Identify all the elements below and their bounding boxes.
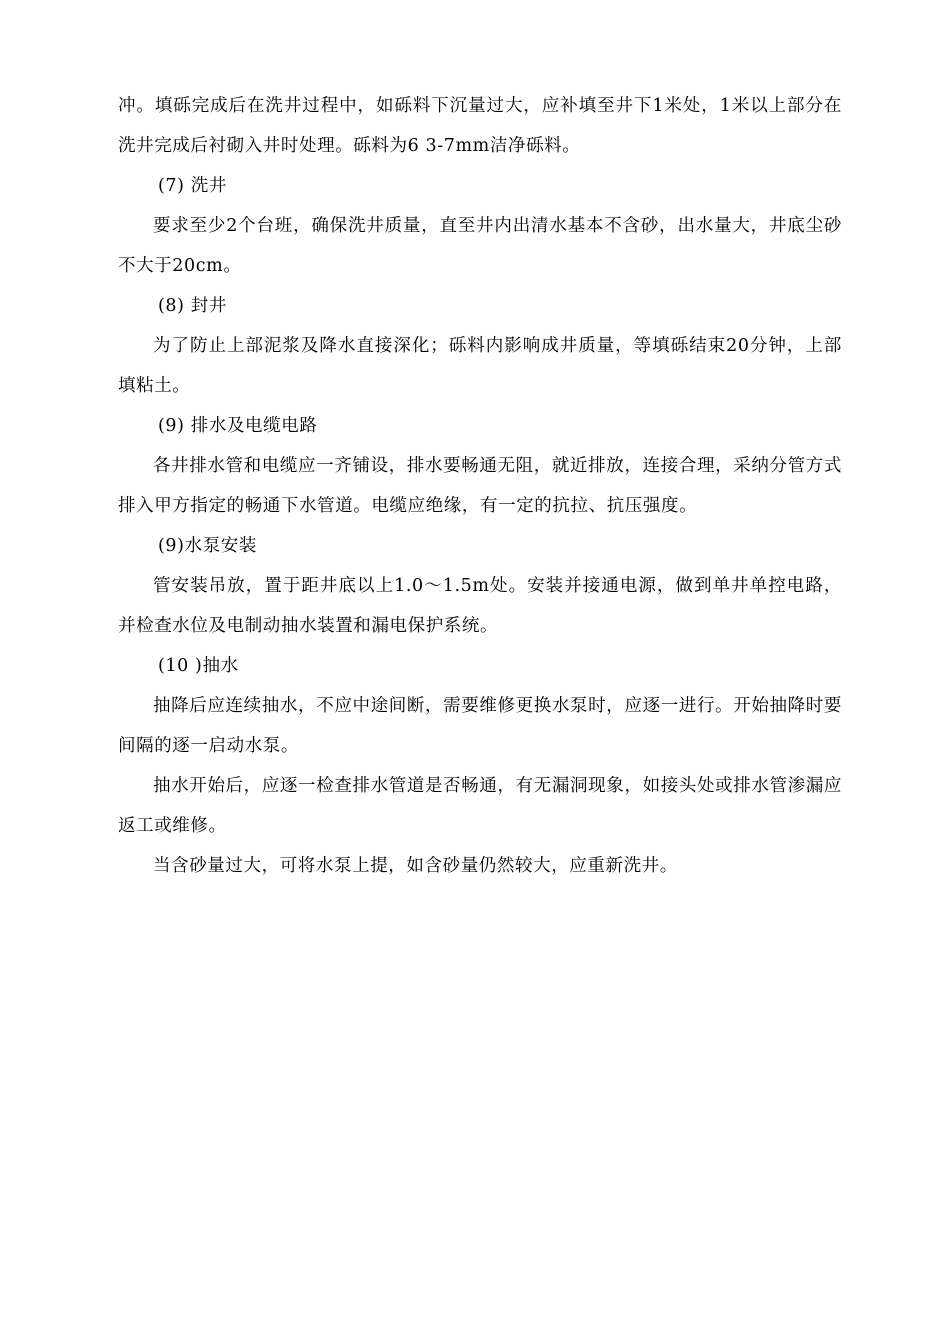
paragraph-backfill-continued: 冲。填砾完成后在洗井过程中，如砾料下沉量过大，应补填至井下1米处，1米以上部分在洗井完成后衬砌入井时处理。砾料为6 3-7mm洁净砾料。 — [118, 96, 842, 156]
section-heading-drainage-cables: (9) 排水及电缆电路 — [158, 416, 318, 436]
paragraph-drainage-cables: 各井排水管和电缆应一齐铺设，排水要畅通无阻，就近排放，连接合理，采纳分管方式排入甲方指定的畅通下水管道。电缆应绝缘，有一定的抗拉、抗压强度。 — [118, 456, 842, 516]
paragraph-well-sealing: 为了防止上部泥浆及降水直接深化；砾料内影响成井质量，等填砾结束20分钟，上部填粘土。 — [118, 336, 842, 396]
document-page — [118, 86, 842, 886]
paragraph-pump-installation: 管安装吊放，置于距井底以上1.0〜1.5m处。安装并接通电源，做到单井单控电路，并检查水位及电制动抽水装置和漏电保护系统。 — [118, 576, 842, 636]
section-heading-well-sealing: (8) 封井 — [158, 296, 227, 316]
section-heading-well-washing: (7) 洗井 — [158, 176, 227, 196]
section-heading-pump-installation: (9)水泵安装 — [158, 536, 257, 556]
paragraph-pumping-continuous: 抽降后应连续抽水，不应中途间断，需要维修更换水泵时，应逐一进行。开始抽降时要间隔的逐一启动水泵。 — [118, 696, 842, 756]
paragraph-pumping-inspection: 抽水开始后，应逐一检查排水管道是否畅通，有无漏洞现象，如接头处或排水管渗漏应返工或维修。 — [118, 776, 842, 836]
section-heading-pumping: (10 )抽水 — [158, 656, 239, 676]
paragraph-well-washing: 要求至少2个台班，确保洗井质量，直至井内出清水基本不含砂，出水量大，井底尘砂不大于20cm。 — [118, 216, 842, 276]
paragraph-pumping-sand-content: 当含砂量过大，可将水泵上提，如含砂量仍然较大，应重新洗井。 — [153, 856, 678, 876]
